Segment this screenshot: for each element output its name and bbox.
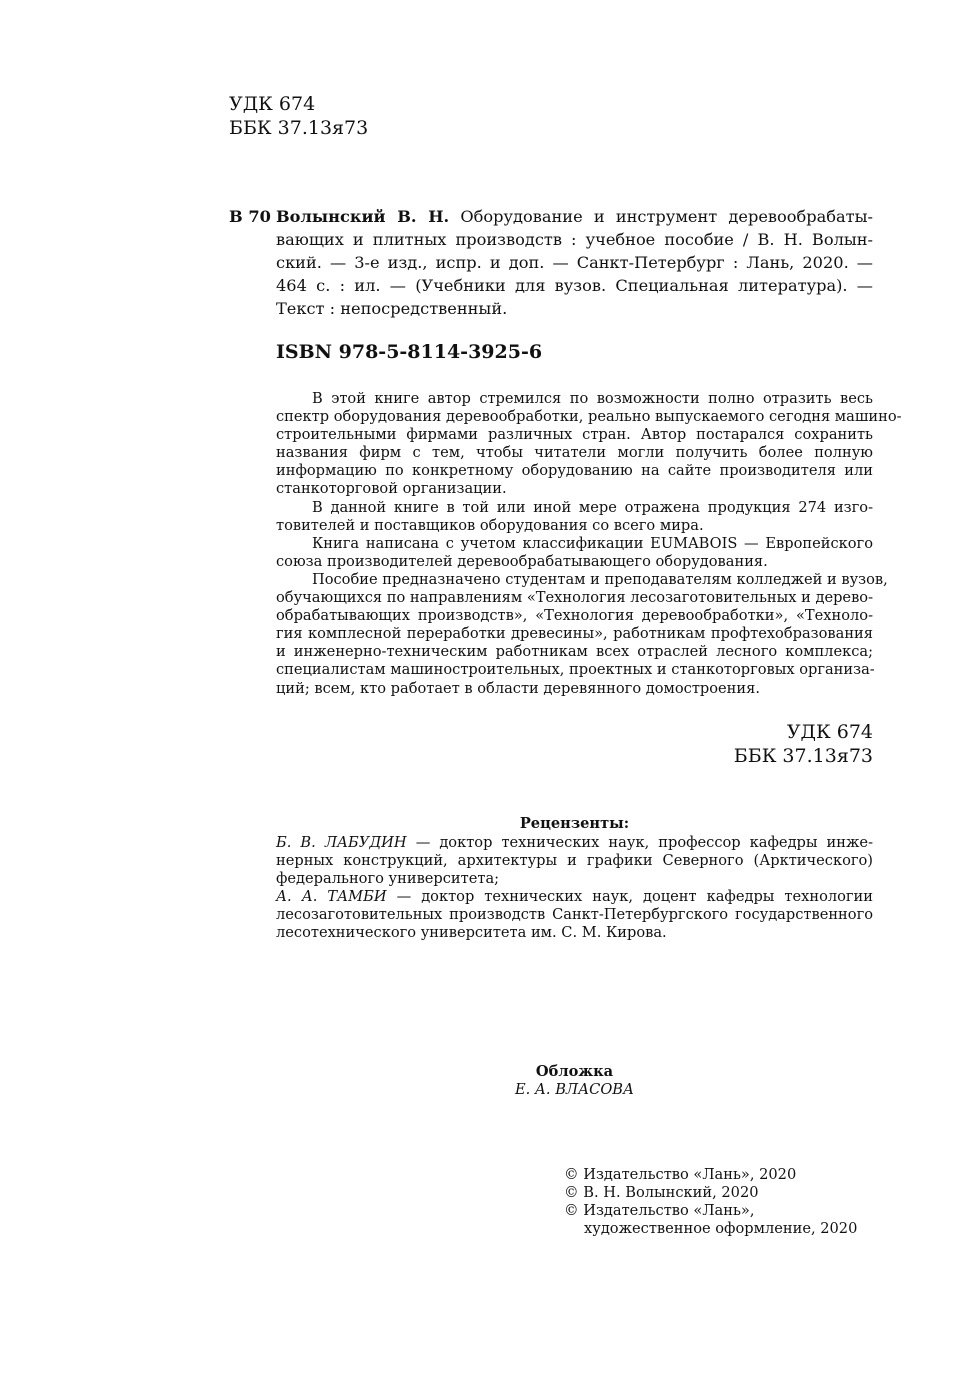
annotation-line: специалистам машиностроительных, проектных и станкоторговых организа- (276, 661, 875, 679)
annotation-line: В данной книге в той или иной мере отражена продукция 274 изго- (312, 498, 873, 516)
reviewer-1-line-1: Б. В. ЛАБУДИН — доктор технических наук, профессор кафедры инже- (276, 834, 874, 851)
entry-author: Волынский В. Н. (276, 207, 450, 226)
reviewer-2-line-1: А. А. ТАМБИ — доктор технических наук, доцент кафедры технологии (276, 888, 874, 906)
annotation-line: гия комплесной переработки древесины», работникам профтехобразования (276, 625, 873, 643)
entry-line-3: ский. — 3-е изд., испр. и доп. — Санкт-Петербург : Лань, 2020. — (276, 253, 873, 272)
reviewer-1-name: Б. В. ЛАБУДИН (276, 834, 407, 851)
bbk-bottom: ББК 37.13я73 (733, 745, 873, 767)
annotation-line: обрабатывающих производств», «Технология деревообработки», «Техноло- (276, 607, 873, 625)
entry-line-2: вающих и плитных производств : учебное пособие / В. Н. Волын- (276, 230, 873, 249)
reviewer-2-line-3: лесотехнического университета им. С. М. Кирова. (276, 924, 667, 942)
annotation-line: Книга написана с учетом классификации EUMABOIS — Европейского (312, 534, 873, 552)
entry-line-1: Волынский В. Н. Оборудование и инструмент деревообрабаты- (276, 207, 873, 226)
copyright-line: © Издательство «Лань», 2020 (564, 1166, 797, 1183)
entry-line-4: 464 с. : ил. — (Учебники для вузов. Специальная литература). — (276, 276, 873, 295)
entry-line-5: Текст : непосредственный. (276, 299, 508, 318)
annotation-line: товителей и поставщиков оборудования со всего мира. (276, 516, 704, 534)
annotation-line: В этой книге автор стремился по возможности полно отразить весь (312, 390, 873, 407)
copyright-block (564, 1166, 874, 1238)
reviewer-2-name: А. А. ТАМБИ (276, 888, 387, 906)
annotation-line: спектр оборудования деревообработки, реально выпускаемого сегодня машино- (276, 408, 902, 426)
udk-top: УДК 674 (229, 93, 316, 115)
bbk-top: ББК 37.13я73 (229, 117, 369, 139)
reviewer-1-line-3: федерального университета; (276, 870, 500, 888)
entry-mark: В 70 (229, 207, 271, 226)
reviewer-1-line-2: нерных конструкций, архитектуры и графики Северного (Арктического) (276, 852, 873, 870)
annotation-line: Пособие предназначено студентам и преподавателям колледжей и вузов, (312, 570, 888, 588)
annotation-line: информацию по конкретному оборудованию на сайте производителя или (276, 462, 873, 480)
cover-heading: Обложка (535, 1063, 614, 1080)
udk-bottom: УДК 674 (786, 721, 873, 743)
cover-designer: Е. А. ВЛАСОВА (514, 1081, 635, 1098)
annotation-line: и инженерно-техническим работникам всех отраслей лесного комплекса; (276, 643, 873, 661)
isbn: ISBN 978-5-8114-3925-6 (276, 341, 543, 363)
reviewers-list (276, 834, 873, 943)
annotation (276, 390, 902, 698)
annotation-line: обучающихся по направлениям «Технология лесозаготовительных и дерево- (276, 589, 873, 607)
copyright-line: © В. Н. Волынский, 2020 (564, 1184, 759, 1202)
reviewer-2-line-2: лесозаготовительных производств Санкт-Петербургского государственного (276, 906, 873, 924)
copyright-line: художественное оформление, 2020 (584, 1220, 858, 1238)
annotation-line: союза производителей деревообрабатывающего оборудования. (276, 552, 768, 570)
copyright-line: © Издательство «Лань», (564, 1202, 755, 1220)
annotation-line: названия фирм с тем, чтобы читатели могли получить более полную (276, 444, 873, 462)
annotation-line: станкоторговой организации. (276, 480, 507, 498)
reviewers-heading: Рецензенты: (519, 815, 630, 832)
annotation-line: ций; всем, кто работает в области деревянного домостроения. (276, 679, 760, 697)
bibliographic-entry (276, 205, 873, 320)
annotation-line: строительными фирмами различных стран. Автор постарался сохранить (276, 426, 873, 444)
